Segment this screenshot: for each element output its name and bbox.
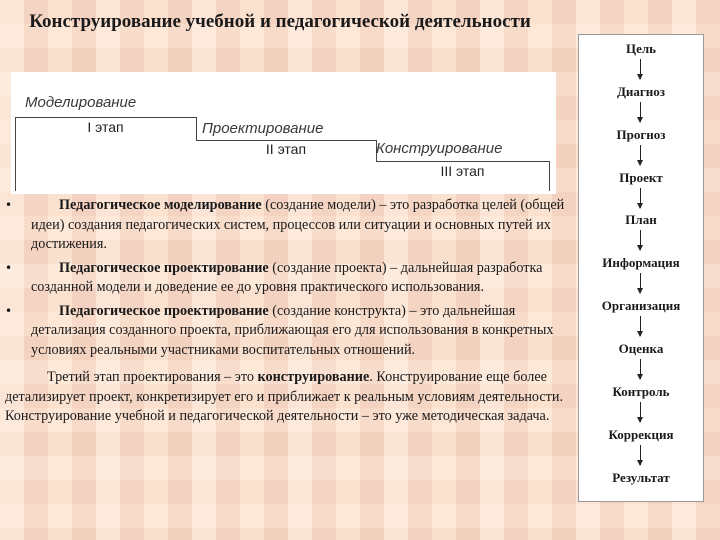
down-arrow-icon: [640, 59, 641, 79]
flow-step-correction: Коррекция: [608, 427, 674, 442]
stage-3-line: [376, 161, 549, 162]
flow-step-plan: План: [625, 212, 657, 227]
stage-3-right-edge: [549, 161, 550, 191]
down-arrow-icon: [640, 273, 641, 293]
down-arrow-icon: [640, 316, 641, 336]
bullet-text: (создание модели) – это разработка целей (общей идеи) создания педагогических систем, процессов или ситуации и основных путей их достижения.: [31, 197, 565, 252]
stage-3-label: Конструирование: [376, 140, 503, 157]
flow-step-assessment: Оценка: [618, 341, 664, 356]
closing-text: Конструирование еще более детализирует проект, конкретизирует его и приближает к реальным условиям деятельности. Конструирование учебной и педагогической деятельности – это уже методическая задача.: [5, 369, 564, 424]
closing-after: .: [369, 369, 373, 385]
flow-step-control: Контроль: [612, 384, 670, 399]
bullet-term: Педагогическое проектирование: [59, 302, 269, 319]
bullet-term: Педагогическое проектирование: [59, 259, 269, 276]
flow-step-forecast: Прогноз: [616, 127, 666, 142]
process-flowchart: [578, 34, 704, 502]
closing-lead: Третий этап проектирования – это: [47, 369, 258, 385]
bullet-text: (создание проекта) – дальнейшая разработка созданной модели и доведение ее до уровня практического использования.: [31, 259, 543, 295]
closing-paragraph: [5, 368, 565, 427]
step-1-riser: [196, 117, 197, 140]
stage-1-number: I этап: [87, 119, 124, 135]
bullet-icon: •: [5, 303, 13, 318]
stage-2-number: II этап: [265, 141, 307, 157]
flow-step-result: Результат: [612, 470, 670, 485]
down-arrow-icon: [640, 145, 641, 165]
down-arrow-icon: [640, 102, 641, 122]
list-item: [5, 196, 565, 255]
flow-step-organization: Организация: [601, 298, 681, 313]
stage-1-line: [15, 117, 196, 118]
flow-step-goal: Цель: [625, 41, 657, 56]
stage-2-label: Проектирование: [202, 120, 324, 137]
bullet-text: (создание конструкта) – это дальнейшая детализация созданного проекта, приближающая его для использования в конкретных условиях реальными участниками воспитательных отношений.: [31, 302, 554, 358]
closing-term: конструирование: [257, 369, 370, 385]
down-arrow-icon: [640, 359, 641, 379]
flow-step-project: Проект: [619, 170, 663, 185]
stages-diagram: [11, 72, 556, 194]
list-item: [5, 302, 565, 361]
down-arrow-icon: [640, 188, 641, 208]
stage-3-number: III этап: [440, 163, 485, 179]
list-item: [5, 259, 565, 298]
page-title: Конструирование учебной и педагогической деятельности: [29, 11, 531, 32]
flow-step-diagnosis: Диагноз: [616, 84, 666, 99]
bullet-term: Педагогическое моделирование: [59, 197, 262, 213]
down-arrow-icon: [640, 445, 641, 465]
flow-step-information: Информация: [602, 255, 680, 270]
down-arrow-icon: [640, 230, 641, 250]
main-text: [5, 196, 565, 427]
bullet-icon: •: [5, 198, 13, 212]
stage-1-label: Моделирование: [25, 94, 137, 111]
bullet-icon: •: [5, 260, 13, 275]
down-arrow-icon: [640, 402, 641, 422]
